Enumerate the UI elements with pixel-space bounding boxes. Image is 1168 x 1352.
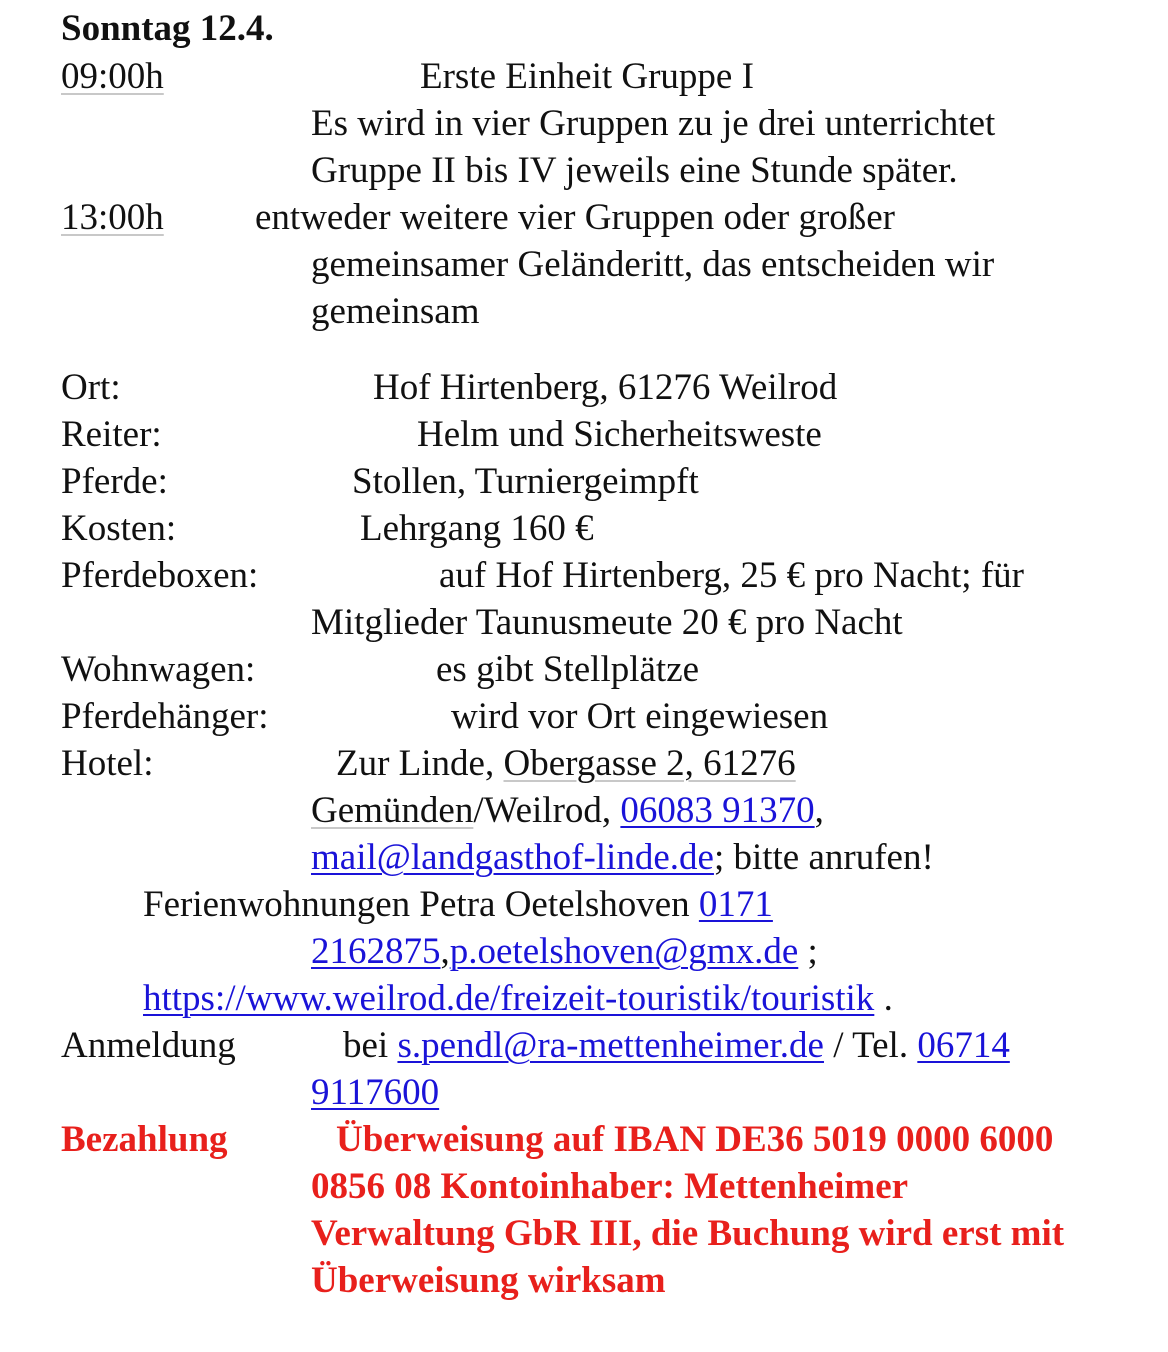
session-2-line-3: gemeinsam xyxy=(311,291,480,332)
hotel-street: Obergasse 2, 61276 xyxy=(503,743,796,784)
anmeldung-line-2 xyxy=(311,1074,439,1111)
hotel-town-suffix: /Weilrod, xyxy=(473,790,621,831)
fewo-separator: , xyxy=(440,931,450,972)
payment-line-2: 0856 08 Kontoinhaber: Mettenheimer xyxy=(311,1166,909,1207)
kosten-value: Lehrgang 160 € xyxy=(360,508,594,549)
anmeldung-line-1 xyxy=(343,1027,1010,1064)
session-1-line-2: Es wird in vier Gruppen zu je drei unterrichtet xyxy=(311,103,996,144)
fewo-line-2 xyxy=(311,933,818,970)
weilrod-line xyxy=(143,980,893,1017)
session-2-line-1: entweder weitere vier Gruppen oder großer xyxy=(255,197,896,238)
pferdehaenger-label: Pferdehänger: xyxy=(61,696,269,737)
hotel-line-3 xyxy=(311,839,934,876)
wohnwagen-label: Wohnwagen: xyxy=(61,649,256,690)
pferdeboxen-line-2: Mitglieder Taunusmeute 20 € pro Nacht xyxy=(311,602,903,643)
anmeldung-email-link[interactable]: s.pendl@ra-mettenheimer.de xyxy=(397,1025,824,1066)
hotel-line-1 xyxy=(336,745,796,782)
weilrod-tourism-link[interactable]: https://www.weilrod.de/freizeit-touristik/touristik xyxy=(143,978,875,1019)
anmeldung-tel-label: / Tel. xyxy=(823,1025,918,1066)
session-2-line-2: gemeinsamer Geländeritt, das entscheiden wir xyxy=(311,244,995,285)
fewo-phone-link-part-1[interactable]: 0171 xyxy=(698,884,773,925)
hotel-phone-link[interactable]: 06083 91370 xyxy=(620,790,815,831)
hotel-name: Zur Linde, xyxy=(336,743,504,784)
payment-line-3: Verwaltung GbR III, die Buchung wird erst mit xyxy=(311,1213,1065,1254)
wohnwagen-value: es gibt Stellplätze xyxy=(436,649,700,690)
hotel-town: Gemünden xyxy=(311,790,474,831)
anmeldung-phone-link-part-2[interactable]: 9117600 xyxy=(311,1072,440,1113)
pferde-value: Stollen, Turniergeimpft xyxy=(352,461,699,502)
hotel-email-link[interactable]: mail@landgasthof-linde.de xyxy=(311,837,714,878)
time-0900: 09:00h xyxy=(61,56,164,97)
payment-line-4: Überweisung wirksam xyxy=(311,1260,666,1301)
hotel-comma: , xyxy=(814,790,824,831)
pferdeboxen-line-1: auf Hof Hirtenberg, 25 € pro Nacht; für xyxy=(439,555,1024,596)
reiter-label: Reiter: xyxy=(61,414,162,455)
weilrod-end: . xyxy=(874,978,893,1019)
anmeldung-phone-link-part-1[interactable]: 06714 xyxy=(917,1025,1010,1066)
hotel-label: Hotel: xyxy=(61,743,154,784)
pferde-label: Pferde: xyxy=(61,461,168,502)
page-heading: Sonntag 12.4. xyxy=(61,8,274,49)
hotel-line-2 xyxy=(311,792,824,829)
anmeldung-label: Anmeldung xyxy=(61,1025,236,1066)
ort-value: Hof Hirtenberg, 61276 Weilrod xyxy=(373,367,838,408)
payment-line-1: Überweisung auf IBAN DE36 5019 0000 6000 xyxy=(336,1119,1054,1160)
payment-label: Bezahlung xyxy=(61,1119,228,1160)
pferdehaenger-value: wird vor Ort eingewiesen xyxy=(451,696,829,737)
fewo-line-1 xyxy=(143,886,773,923)
fewo-end: ; xyxy=(798,931,818,972)
fewo-text: Ferienwohnungen Petra Oetelshoven xyxy=(143,884,699,925)
reiter-value: Helm und Sicherheitsweste xyxy=(417,414,822,455)
session-1-title: Erste Einheit Gruppe I xyxy=(420,56,754,97)
fewo-phone-link-part-2[interactable]: 2162875 xyxy=(311,931,441,972)
hotel-note: ; bitte anrufen! xyxy=(713,837,934,878)
time-1300: 13:00h xyxy=(61,197,164,238)
pferdeboxen-label: Pferdeboxen: xyxy=(61,555,259,596)
anmeldung-prefix: bei xyxy=(343,1025,398,1066)
ort-label: Ort: xyxy=(61,367,121,408)
kosten-label: Kosten: xyxy=(61,508,177,549)
fewo-email-link[interactable]: p.oetelshoven@gmx.de xyxy=(449,931,799,972)
session-1-line-3: Gruppe II bis IV jeweils eine Stunde später. xyxy=(311,150,958,191)
